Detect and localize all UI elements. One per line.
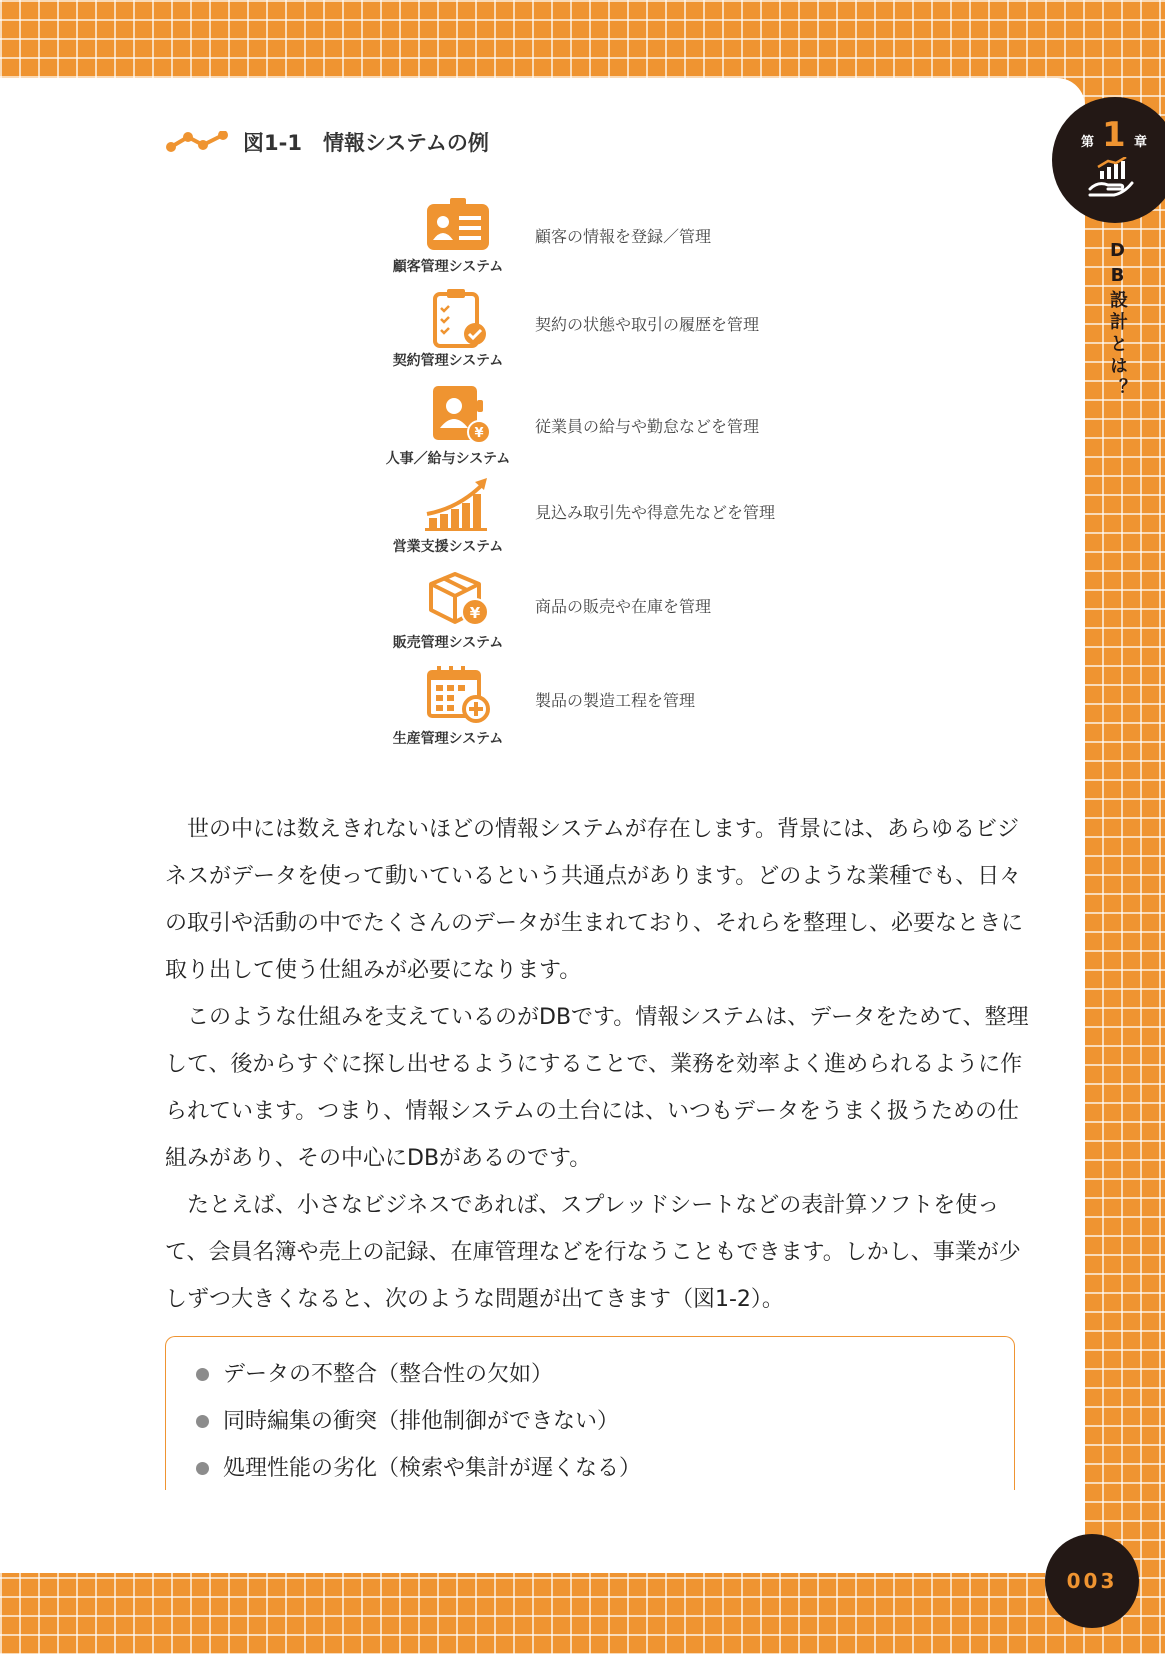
figure-line-icon: [165, 131, 231, 153]
figure-title: [165, 124, 489, 160]
system-description: 商品の販売や在庫を管理: [535, 597, 712, 616]
page-number: 003: [1066, 1569, 1118, 1593]
page-number-badge: [1045, 1534, 1139, 1628]
sales-growth-chart-icon: [420, 476, 496, 538]
system-name: 人事／給与システム: [385, 451, 511, 467]
system-row-contract: [380, 288, 830, 378]
list-item: [196, 1351, 1014, 1398]
list-item: [196, 1398, 1014, 1445]
issue-list-box: [165, 1336, 1015, 1490]
system-row-sales-support: [380, 476, 830, 566]
issue-text: 同時編集の衝突（排他制御ができない）: [223, 1409, 620, 1434]
employee-payroll-icon: [420, 384, 496, 446]
chapter-suffix: 章: [1134, 135, 1148, 150]
hand-chart-icon: [1088, 157, 1134, 197]
bullet-icon: [196, 1415, 209, 1428]
contract-clipboard-icon: [420, 288, 496, 350]
system-description: 顧客の情報を登録／管理: [535, 227, 712, 246]
system-name: 顧客管理システム: [392, 259, 504, 275]
customer-card-icon: [420, 196, 496, 258]
list-item: [196, 1445, 1014, 1492]
system-name: 営業支援システム: [392, 539, 504, 555]
issue-list: [166, 1337, 1014, 1492]
system-description: 従業員の給与や勤怠などを管理: [535, 417, 760, 436]
paragraph: たとえば、小さなビジネスであれば、スプレッドシートなどの表計算ソフトを使って、会員名簿や売上の記録、在庫管理などを行なうこともできます。しかし、事業が少しずつ大きくなると、次のような問題が出てきます（図1-2）。: [165, 1193, 1021, 1312]
system-description: 見込み取引先や得意先などを管理: [535, 503, 776, 522]
system-name: 契約管理システム: [392, 353, 504, 369]
production-calendar-icon: [420, 664, 496, 726]
chapter-number: 1: [1102, 115, 1126, 155]
system-row-customer: [380, 196, 830, 286]
issue-text: 処理性能の劣化（検索や集計が遅くなる）: [223, 1456, 642, 1481]
system-description: 契約の状態や取引の履歴を管理: [535, 315, 760, 334]
svg-text:¥: ¥: [474, 426, 484, 441]
system-name: 生産管理システム: [392, 731, 504, 747]
system-row-hr-payroll: [380, 384, 830, 474]
product-box-yen-icon: [420, 570, 496, 632]
system-row-sales-management: [380, 570, 830, 660]
bullet-icon: [196, 1462, 209, 1475]
system-description: 製品の製造工程を管理: [535, 691, 696, 710]
system-row-production: [380, 664, 830, 754]
issue-text: データの不整合（整合性の欠如）: [223, 1362, 554, 1387]
chapter-title: DB設計とは？: [1107, 240, 1128, 400]
svg-text:¥: ¥: [469, 604, 481, 622]
system-name: 販売管理システム: [392, 635, 504, 651]
chapter-prefix: 第: [1081, 135, 1095, 150]
paragraph: 世の中には数えきれないほどの情報システムが存在します。背景には、あらゆるビジネスがデータを使って動いているという共通点があります。どのような業種でも、日々の取引や活動の中でたくさんのデータが生まれており、それらを整理し、必要なときに取り出して使う仕組みが必要になります。: [165, 817, 1024, 983]
paragraph: このような仕組みを支えているのがDBです。情報システムは、データをためて、整理して、後からすぐに探し出せるようにすることで、業務を効率よく進められるように作られています。つまり、情報システムの土台には、いつもデータをうまく扱うための仕組みがあり、その中心にDBがあるのです。: [165, 1005, 1029, 1171]
figure-label: 図1-1 情報システムの例: [243, 131, 489, 155]
bullet-icon: [196, 1368, 209, 1381]
body-text: [165, 806, 1035, 1323]
